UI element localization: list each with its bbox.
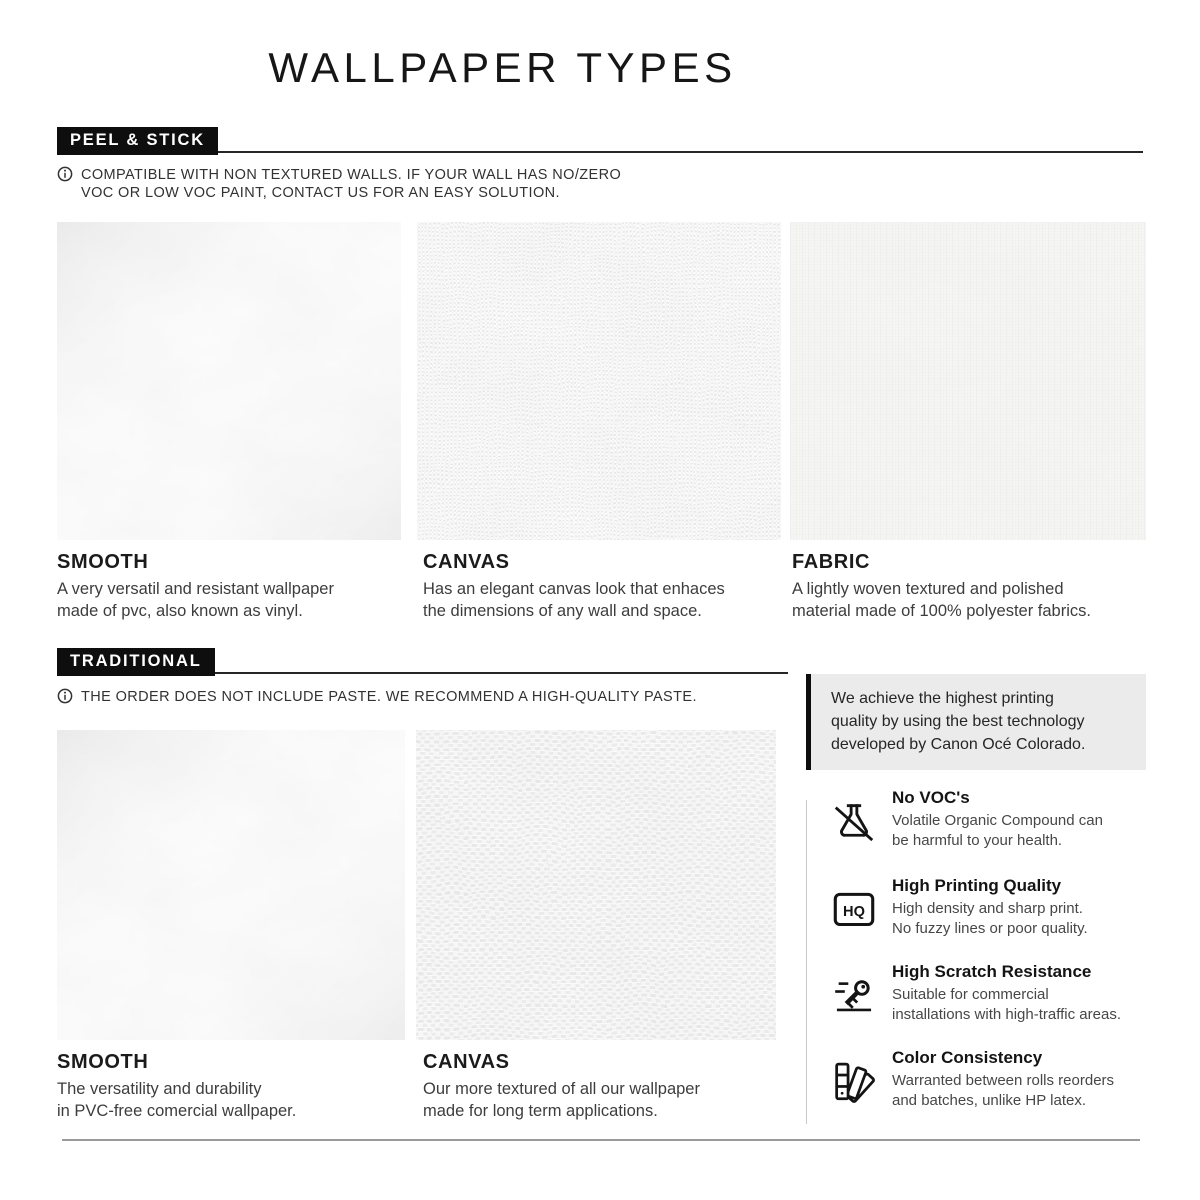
peel-stick-rule [57,151,1143,153]
traditional-canvas-card [416,730,776,1123]
hq-badge-icon [833,880,875,940]
swatch-name: CANVAS [423,551,510,573]
traditional-smooth-card [57,730,405,1123]
swatch-smooth-vinyl [57,222,401,540]
hq-badge-label: HQ [843,903,865,920]
peel-stick-canvas-card [417,222,781,623]
swatch-coarse-canvas [416,730,776,1040]
traditional-note-text: THE ORDER DOES NOT INCLUDE PASTE. WE RECOMMEND A HIGH-QUALITY PASTE. [81,689,697,705]
polyester-fabric-texture [790,222,1146,540]
smooth-vinyl-texture [57,222,401,540]
feature-no-voc [833,788,1178,852]
swatch-description: Our more textured of all our wallpaper made for long term applications. [423,1080,700,1120]
swatch-description: The versatility and durability in PVC-free comercial wallpaper. [57,1080,297,1120]
peel-stick-note [57,166,621,202]
swatch-name: FABRIC [792,551,871,573]
key-scratch-icon [833,966,875,1026]
info-icon [57,688,73,704]
feature-title: High Printing Quality [892,876,1062,895]
swatch-description: A lightly woven textured and polished material made of 100% polyester fabrics. [792,580,1091,620]
no-voc-flask-icon [833,792,875,852]
coarse-canvas-weave-texture [416,730,776,1040]
swatch-description: A very versatil and resistant wallpaper made of pvc, also known as vinyl. [57,580,334,620]
feature-list-divider [806,800,807,1124]
fine-canvas-weave-texture [417,222,781,540]
feature-high-scratch-resistance [833,962,1178,1026]
page-title: WALLPAPER TYPES [268,44,737,91]
swatch-name: SMOOTH [57,551,149,573]
color-swatches-icon [833,1052,875,1112]
feature-title: High Scratch Resistance [892,962,1092,981]
swatch-smooth-pvc-free [57,730,405,1040]
printing-quality-quote: We achieve the highest printing quality by using the best technology developed by Canon Océ Colorado. [806,674,1146,770]
swatch-fine-canvas [417,222,781,540]
peel-stick-section-header: PEEL & STICK [57,127,218,155]
traditional-note [57,688,697,706]
peel-stick-note-text: COMPATIBLE WITH NON TEXTURED WALLS. IF YOUR WALL HAS NO/ZERO VOC OR LOW VOC PAINT, CONTACT US FOR AN EASY SOLUTION. [81,167,622,202]
feature-title: No VOC's [892,788,970,807]
swatch-name: SMOOTH [57,1051,149,1073]
swatch-description: Has an elegant canvas look that enhaces the dimensions of any wall and space. [423,580,725,620]
footer-rule [62,1139,1140,1141]
feature-description: Volatile Organic Compound can be harmful to your health. [892,812,1103,850]
traditional-section-header: TRADITIONAL [57,648,215,676]
swatch-polyester-fabric [790,222,1146,540]
info-icon [57,166,73,182]
swatch-name: CANVAS [423,1051,510,1073]
feature-description: Warranted between rolls reorders and batches, unlike HP latex. [892,1072,1115,1110]
peel-stick-smooth-card [57,222,401,623]
feature-description: Suitable for commercial installations with high-traffic areas. [892,986,1121,1024]
smooth-pvc-free-texture [57,730,405,1040]
feature-description: High density and sharp print. No fuzzy lines or poor quality. [892,900,1088,938]
feature-high-printing-quality [833,876,1178,940]
feature-color-consistency [833,1048,1178,1112]
peel-stick-fabric-card [790,222,1146,623]
feature-title: Color Consistency [892,1048,1043,1067]
